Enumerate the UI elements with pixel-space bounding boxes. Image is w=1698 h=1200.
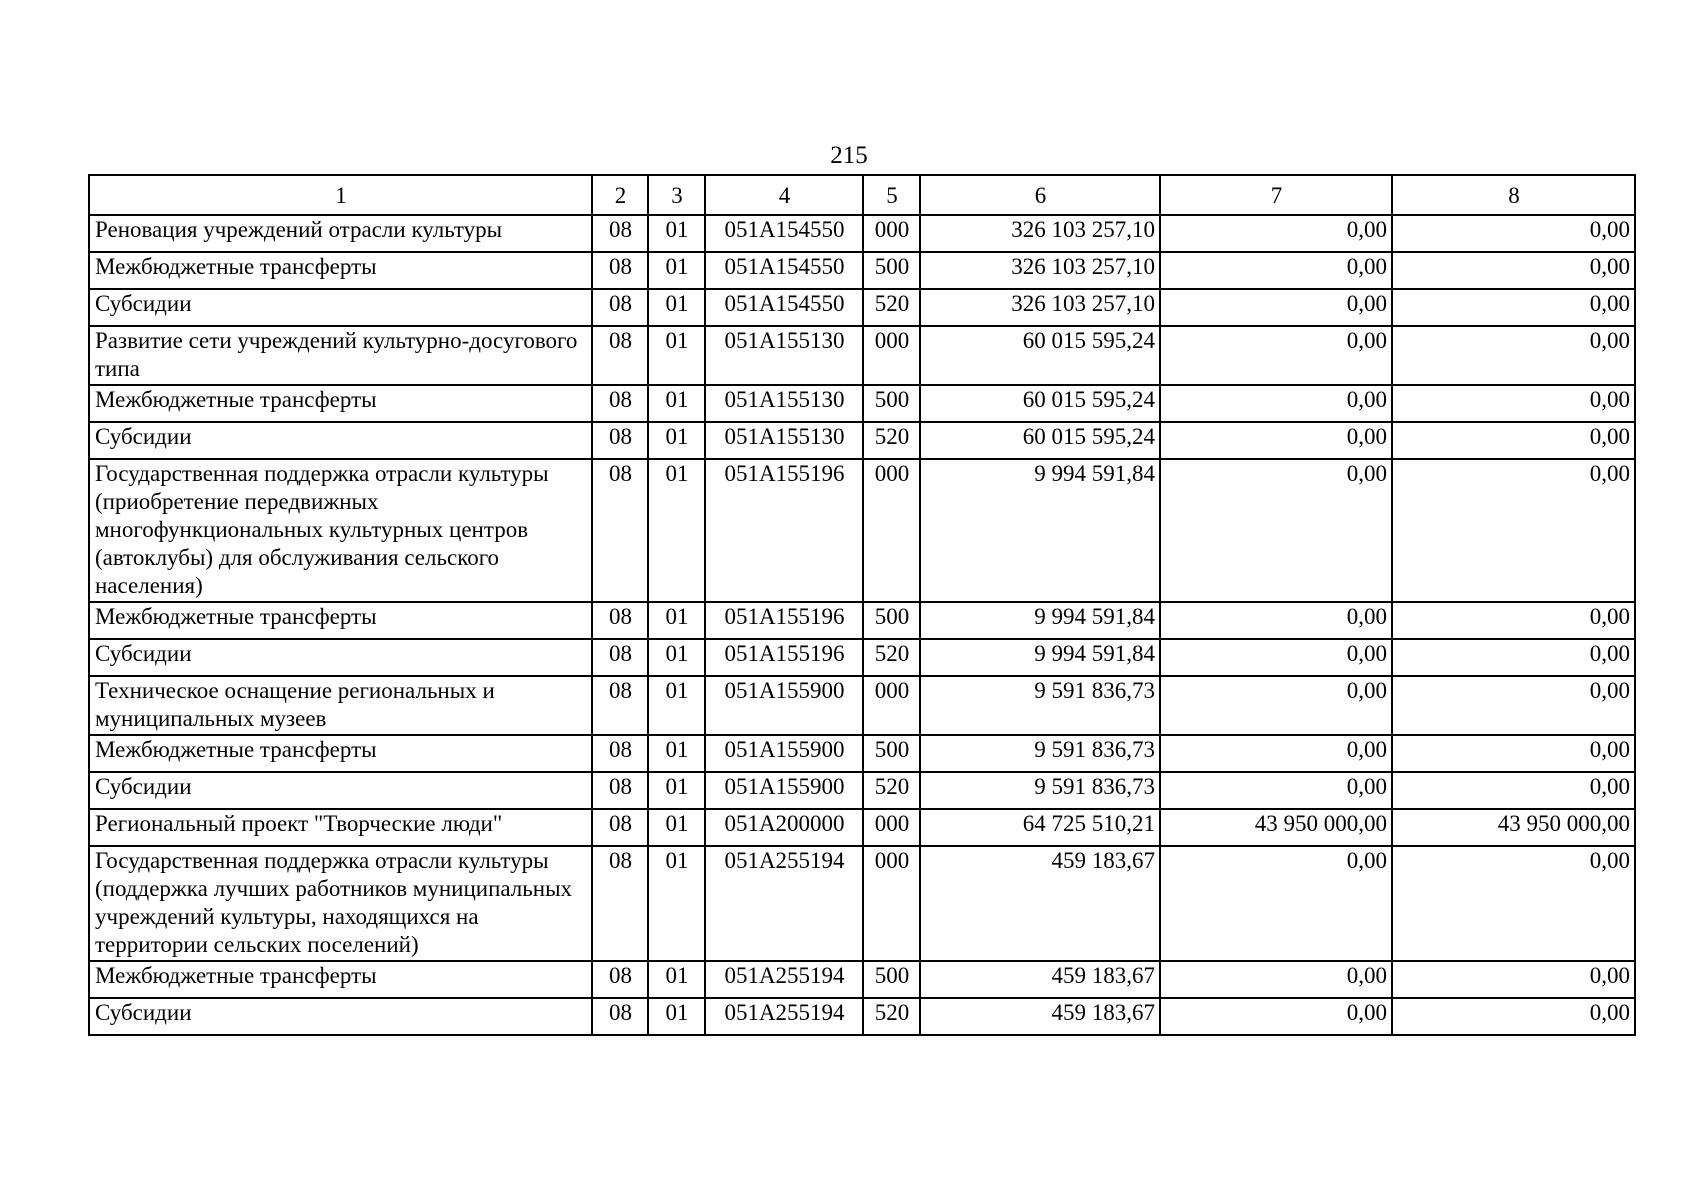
- line-item-name: Реновация учреждений отрасли культуры: [89, 215, 592, 252]
- amount-col-6: 459 183,67: [920, 961, 1160, 998]
- amount-col-7: 0,00: [1160, 772, 1392, 809]
- budget-table: [88, 174, 1636, 1036]
- target-article-code: 051A155900: [705, 735, 863, 772]
- target-article-code: 051A255194: [705, 846, 863, 961]
- amount-col-7: 0,00: [1160, 422, 1392, 459]
- section-code: 08: [592, 602, 648, 639]
- subsection-code: 01: [648, 676, 705, 735]
- subsection-code: 01: [648, 846, 705, 961]
- subsection-code: 01: [648, 326, 705, 385]
- expense-type-code: 500: [863, 252, 920, 289]
- line-item-name: Субсидии: [89, 422, 592, 459]
- expense-type-code: 500: [863, 961, 920, 998]
- expense-type-code: 520: [863, 772, 920, 809]
- section-code: 08: [592, 252, 648, 289]
- amount-col-7: 0,00: [1160, 961, 1392, 998]
- expense-type-code: 000: [863, 459, 920, 602]
- amount-col-8: 0,00: [1392, 252, 1635, 289]
- expense-type-code: 500: [863, 602, 920, 639]
- subsection-code: 01: [648, 998, 705, 1035]
- amount-col-7: 0,00: [1160, 459, 1392, 602]
- subsection-code: 01: [648, 289, 705, 326]
- table-row: [89, 735, 1635, 772]
- line-item-name: Субсидии: [89, 772, 592, 809]
- amount-col-7: 0,00: [1160, 846, 1392, 961]
- table-row: [89, 998, 1635, 1035]
- line-item-name: Межбюджетные трансферты: [89, 735, 592, 772]
- line-item-name: Межбюджетные трансферты: [89, 961, 592, 998]
- line-item-name: Межбюджетные трансферты: [89, 385, 592, 422]
- expense-type-code: 520: [863, 998, 920, 1035]
- amount-col-6: 9 591 836,73: [920, 772, 1160, 809]
- section-code: 08: [592, 735, 648, 772]
- column-header: 8: [1392, 175, 1635, 215]
- amount-col-6: 9 591 836,73: [920, 735, 1160, 772]
- table-row: [89, 215, 1635, 252]
- amount-col-8: 0,00: [1392, 961, 1635, 998]
- amount-col-6: 326 103 257,10: [920, 215, 1160, 252]
- table-row: [89, 459, 1635, 602]
- target-article-code: 051A155130: [705, 422, 863, 459]
- amount-col-6: 60 015 595,24: [920, 326, 1160, 385]
- amount-col-8: 0,00: [1392, 735, 1635, 772]
- section-code: 08: [592, 385, 648, 422]
- amount-col-6: 60 015 595,24: [920, 422, 1160, 459]
- section-code: 08: [592, 676, 648, 735]
- section-code: 08: [592, 809, 648, 846]
- line-item-name: Межбюджетные трансферты: [89, 252, 592, 289]
- amount-col-7: 0,00: [1160, 735, 1392, 772]
- amount-col-7: 0,00: [1160, 252, 1392, 289]
- line-item-name: Субсидии: [89, 998, 592, 1035]
- column-header: 1: [89, 175, 592, 215]
- amount-col-8: 0,00: [1392, 326, 1635, 385]
- amount-col-7: 43 950 000,00: [1160, 809, 1392, 846]
- amount-col-8: 0,00: [1392, 772, 1635, 809]
- page-number: 215: [830, 142, 868, 169]
- amount-col-6: 64 725 510,21: [920, 809, 1160, 846]
- target-article-code: 051A200000: [705, 809, 863, 846]
- column-header: 4: [705, 175, 863, 215]
- subsection-code: 01: [648, 252, 705, 289]
- subsection-code: 01: [648, 961, 705, 998]
- table-row: [89, 385, 1635, 422]
- amount-col-6: 326 103 257,10: [920, 289, 1160, 326]
- line-item-name: Техническое оснащение региональных и муниципальных музеев: [89, 676, 592, 735]
- line-item-name: Субсидии: [89, 289, 592, 326]
- section-code: 08: [592, 422, 648, 459]
- target-article-code: 051A154550: [705, 289, 863, 326]
- target-article-code: 051A155900: [705, 772, 863, 809]
- line-item-name: Государственная поддержка отрасли культуры (поддержка лучших работников муниципальных учреждений культуры, находящихся на территории сельских поселений): [89, 846, 592, 961]
- amount-col-8: 0,00: [1392, 676, 1635, 735]
- expense-type-code: 500: [863, 735, 920, 772]
- table-row: [89, 961, 1635, 998]
- amount-col-6: 9 591 836,73: [920, 676, 1160, 735]
- column-header: 2: [592, 175, 648, 215]
- section-code: 08: [592, 846, 648, 961]
- expense-type-code: 520: [863, 289, 920, 326]
- table-body: [89, 215, 1635, 1035]
- table-row: [89, 809, 1635, 846]
- amount-col-7: 0,00: [1160, 602, 1392, 639]
- amount-col-8: 0,00: [1392, 998, 1635, 1035]
- amount-col-7: 0,00: [1160, 215, 1392, 252]
- amount-col-6: 459 183,67: [920, 846, 1160, 961]
- expense-type-code: 000: [863, 846, 920, 961]
- section-code: 08: [592, 326, 648, 385]
- subsection-code: 01: [648, 735, 705, 772]
- amount-col-6: 9 994 591,84: [920, 602, 1160, 639]
- table-row: [89, 602, 1635, 639]
- target-article-code: 051A255194: [705, 961, 863, 998]
- amount-col-6: 9 994 591,84: [920, 639, 1160, 676]
- amount-col-8: 0,00: [1392, 602, 1635, 639]
- amount-col-7: 0,00: [1160, 385, 1392, 422]
- amount-col-6: 60 015 595,24: [920, 385, 1160, 422]
- target-article-code: 051A154550: [705, 215, 863, 252]
- target-article-code: 051A155196: [705, 459, 863, 602]
- amount-col-8: 0,00: [1392, 289, 1635, 326]
- expense-type-code: 500: [863, 385, 920, 422]
- target-article-code: 051A155130: [705, 385, 863, 422]
- subsection-code: 01: [648, 385, 705, 422]
- amount-col-6: 326 103 257,10: [920, 252, 1160, 289]
- table-row: [89, 326, 1635, 385]
- line-item-name: Субсидии: [89, 639, 592, 676]
- header-row: [89, 175, 1635, 215]
- column-header: 5: [863, 175, 920, 215]
- expense-type-code: 000: [863, 676, 920, 735]
- subsection-code: 01: [648, 422, 705, 459]
- line-item-name: Развитие сети учреждений культурно-досугового типа: [89, 326, 592, 385]
- table-row: [89, 846, 1635, 961]
- amount-col-7: 0,00: [1160, 289, 1392, 326]
- table-row: [89, 252, 1635, 289]
- amount-col-8: 0,00: [1392, 459, 1635, 602]
- amount-col-8: 0,00: [1392, 639, 1635, 676]
- expense-type-code: 520: [863, 639, 920, 676]
- section-code: 08: [592, 998, 648, 1035]
- target-article-code: 051A155900: [705, 676, 863, 735]
- amount-col-6: 9 994 591,84: [920, 459, 1160, 602]
- subsection-code: 01: [648, 602, 705, 639]
- subsection-code: 01: [648, 639, 705, 676]
- target-article-code: 051A155130: [705, 326, 863, 385]
- section-code: 08: [592, 639, 648, 676]
- amount-col-7: 0,00: [1160, 639, 1392, 676]
- amount-col-8: 0,00: [1392, 422, 1635, 459]
- table-row: [89, 422, 1635, 459]
- section-code: 08: [592, 772, 648, 809]
- expense-type-code: 000: [863, 215, 920, 252]
- subsection-code: 01: [648, 809, 705, 846]
- table-row: [89, 639, 1635, 676]
- amount-col-7: 0,00: [1160, 676, 1392, 735]
- subsection-code: 01: [648, 459, 705, 602]
- amount-col-8: 0,00: [1392, 846, 1635, 961]
- amount-col-6: 459 183,67: [920, 998, 1160, 1035]
- section-code: 08: [592, 961, 648, 998]
- section-code: 08: [592, 289, 648, 326]
- amount-col-7: 0,00: [1160, 998, 1392, 1035]
- amount-col-7: 0,00: [1160, 326, 1392, 385]
- section-code: 08: [592, 215, 648, 252]
- line-item-name: Государственная поддержка отрасли культуры (приобретение передвижных многофункциональных культурных центров (автоклубы) для обслуживания сельского населения): [89, 459, 592, 602]
- expense-type-code: 520: [863, 422, 920, 459]
- column-header: 6: [920, 175, 1160, 215]
- target-article-code: 051A155196: [705, 639, 863, 676]
- amount-col-8: 0,00: [1392, 385, 1635, 422]
- target-article-code: 051A154550: [705, 252, 863, 289]
- target-article-code: 051A255194: [705, 998, 863, 1035]
- column-header: 3: [648, 175, 705, 215]
- table-row: [89, 289, 1635, 326]
- subsection-code: 01: [648, 772, 705, 809]
- table-row: [89, 676, 1635, 735]
- amount-col-8: 0,00: [1392, 215, 1635, 252]
- line-item-name: Региональный проект "Творческие люди": [89, 809, 592, 846]
- expense-type-code: 000: [863, 809, 920, 846]
- subsection-code: 01: [648, 215, 705, 252]
- column-header: 7: [1160, 175, 1392, 215]
- section-code: 08: [592, 459, 648, 602]
- line-item-name: Межбюджетные трансферты: [89, 602, 592, 639]
- target-article-code: 051A155196: [705, 602, 863, 639]
- table-row: [89, 772, 1635, 809]
- expense-type-code: 000: [863, 326, 920, 385]
- amount-col-8: 43 950 000,00: [1392, 809, 1635, 846]
